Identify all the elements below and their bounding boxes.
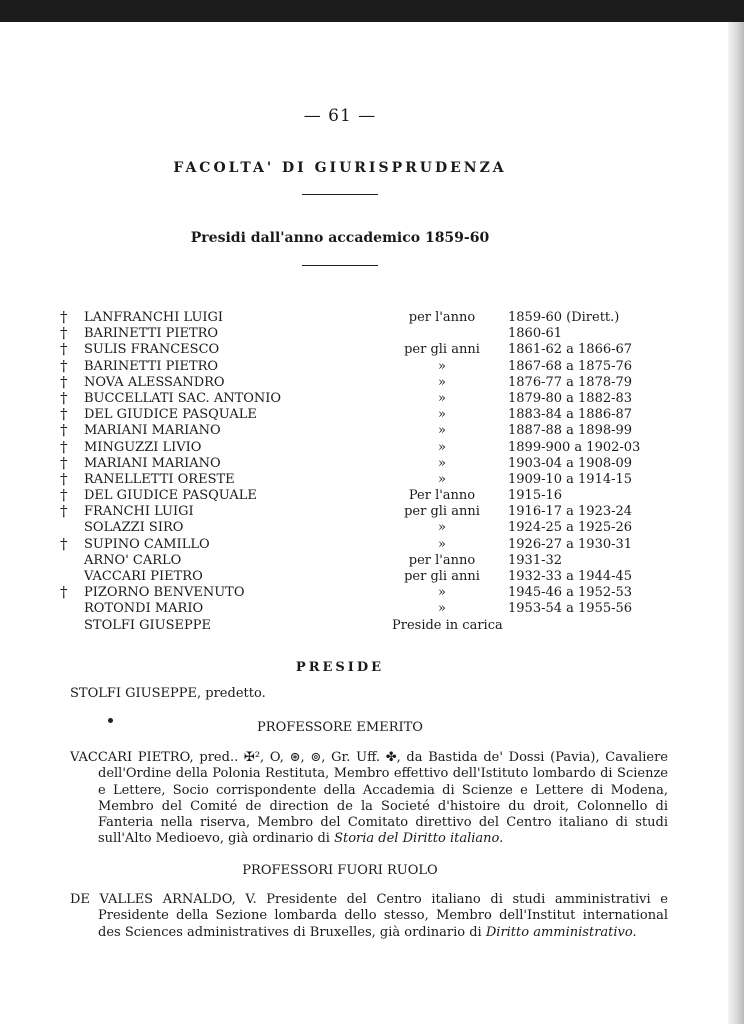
preside-name: ROTONDI MARIO [84,601,204,617]
preside-term: » [438,390,446,406]
cross-mark: † [60,356,68,375]
preside-name: BUCCELLATI SAC. ANTONIO [84,390,282,406]
preside-name: SULIS FRANCESCO [84,342,220,358]
preside-years: 1876-77 a 1878-79 [508,374,633,390]
fuori-name: DE VALLES ARNALDO [70,892,232,907]
preside-name: MINGUZZI LIVIO [84,439,202,455]
presidi-row [60,407,660,423]
cross-mark: † [60,437,68,456]
presidi-row [60,504,660,520]
preside-years: 1926-27 a 1930-31 [508,536,633,552]
preside-name: STOLFI GIUSEPPE [84,617,212,633]
preside-heading: PRESIDE [295,660,385,675]
cross-mark: † [60,453,68,472]
preside-name: FRANCHI LUIGI [84,504,194,520]
preside-term: per gli anni [404,342,480,358]
presidi-row [60,618,660,634]
cross-mark: † [60,421,68,440]
preside-name: BARINETTI PIETRO [84,326,219,342]
preside-text: STOLFI GIUSEPPE, predetto. [70,686,266,701]
document-page [0,22,728,1024]
preside-years: 1932-33 a 1944-45 [508,569,633,584]
preside-years: 1953-54 a 1955-56 [508,601,633,617]
preside-years: 1924-25 a 1925-26 [508,520,633,536]
preside-years: 1859-60 (Dirett.) [508,310,620,325]
preside-name: SUPINO CAMILLO [84,536,210,552]
preside-term: Per l'anno [408,488,476,504]
presidi-row [60,453,660,472]
cross-mark: † [60,534,68,553]
preside-term: » [438,471,446,487]
cross-mark: † [60,469,68,488]
cross-mark: † [60,308,68,326]
preside-name: VACCARI PIETRO [84,569,203,584]
preside-years: 1887-88 a 1898-99 [508,423,633,439]
divider-rule [302,194,378,195]
presidi-row [60,520,660,536]
emerito-name: VACCARI PIETRO [70,750,190,765]
preside-years: 1903-04 a 1908-09 [508,455,633,471]
preside-name: SOLAZZI SIRO [84,520,184,536]
presidi-row [60,437,660,456]
preside-name: MARIANI MARIANO [84,455,221,471]
cross-mark: † [60,502,68,521]
preside-name: ARNO' CARLO [84,552,182,568]
preside-term: » [438,358,446,374]
emerito-entry [70,750,668,848]
preside-name: LANFRANCHI LUIGI [84,310,224,325]
divider-rule [302,265,378,266]
presidi-row [60,601,660,617]
presidi-row [60,342,660,358]
page-number: — 61 — [303,106,377,126]
cross-mark: † [60,340,68,359]
presidi-row [60,585,660,601]
preside-years: 1861-62 a 1866-67 [508,342,633,358]
preside-term: per gli anni [404,504,480,520]
preside-name: MARIANI MARIANO [84,423,221,439]
presidi-list [60,310,660,634]
preside-term: » [438,536,446,552]
preside-years: 1931-32 [508,552,563,568]
preside-name: BARINETTI PIETRO [84,358,219,374]
preside-years: 1909-10 a 1914-15 [508,471,633,487]
presidi-row [60,488,660,504]
preside-years: 1883-84 a 1886-87 [508,407,633,423]
preside-term: » [438,601,446,617]
preside-term: Preside in carica [392,617,503,633]
preside-term: per l'anno [408,310,476,325]
preside-years: 1899-900 a 1902-03 [508,439,641,455]
preside-term: » [438,374,446,390]
preside-term: » [438,423,446,439]
presidi-row [60,569,660,585]
fuori-subject: Diritto amministrativo. [485,924,637,940]
presidi-row [60,310,660,326]
preside-years: 1879-80 a 1882-83 [508,390,633,406]
presidi-row [60,388,660,407]
emerito-subject: Storia del Diritto italiano. [334,831,504,847]
scan-right-edge [728,22,744,1024]
preside-term: » [438,407,446,423]
cross-mark: † [60,324,68,343]
presidi-row [60,534,660,553]
preside-term: » [438,585,446,601]
preside-term: » [438,439,446,455]
preside-term: » [438,455,446,471]
emerito-heading: PROFESSORE EMERITO [257,720,423,735]
preside-years: 1915-16 [508,488,563,504]
cross-mark: † [60,405,68,424]
presidi-row [60,326,660,342]
preside-term: per l'anno [408,552,476,568]
preside-term: per gli anni [404,569,480,584]
preside-years: 1867-68 a 1875-76 [508,358,633,374]
presidi-row [60,372,660,391]
preside-term: » [438,520,446,536]
preside-years: 1945-46 a 1952-53 [508,585,633,601]
emerito-text: , pred.. ✠², O, ⊛, ⊚, Gr. Uff. ✤, da Bastida de' Dossi (Pavia), Cavaliere dell'Ordine della Polonia Restituta, Membro effettivo dell'Istituto lombardo di Scienze e Lettere, Socio corrispondente della Accademia di Scienze e Lettere di Modena, Membro del Comité de direction de la Societé d'histoire du droit, Colonnello di Fanteria nella riserva, Membro del Comitato direttivo del Centro italiano di studi sull'Alto Medioevo, già ordinario di [98,750,668,847]
presidi-row [60,423,660,439]
presidi-row [60,553,660,569]
presidi-title: Presidi dall'anno accademico 1859-60 [190,230,490,246]
cross-mark: † [60,583,68,602]
preside-name: PIZORNO BENVENUTO [84,585,245,601]
preside-name: RANELLETTI ORESTE [84,471,235,487]
presidi-row [60,469,660,488]
scan-top-border [0,0,744,22]
cross-mark: † [60,388,68,407]
preside-name: DEL GIUDICE PASQUALE [84,488,257,504]
cross-mark: † [60,372,68,391]
fuori-ruolo-entry [70,892,668,941]
fuori-text: , V. Presidente del Centro italiano di studi amministrativi e Presidente della Sezione lombarda dello stesso, Membro dell'Institut international des Sciences administratives di Bruxelles, già ordinario di [98,892,668,940]
preside-years: 1916-17 a 1923-24 [508,504,633,520]
faculty-title: FACOLTA' DI GIURISPRUDENZA [173,160,507,176]
fuori-ruolo-heading: PROFESSORI FUORI RUOLO [242,863,438,878]
presidi-row [60,356,660,375]
cross-mark: † [60,486,68,505]
preside-name: DEL GIUDICE PASQUALE [84,407,257,423]
preside-name: NOVA ALESSANDRO [84,374,225,390]
preside-years: 1860-61 [508,326,563,342]
